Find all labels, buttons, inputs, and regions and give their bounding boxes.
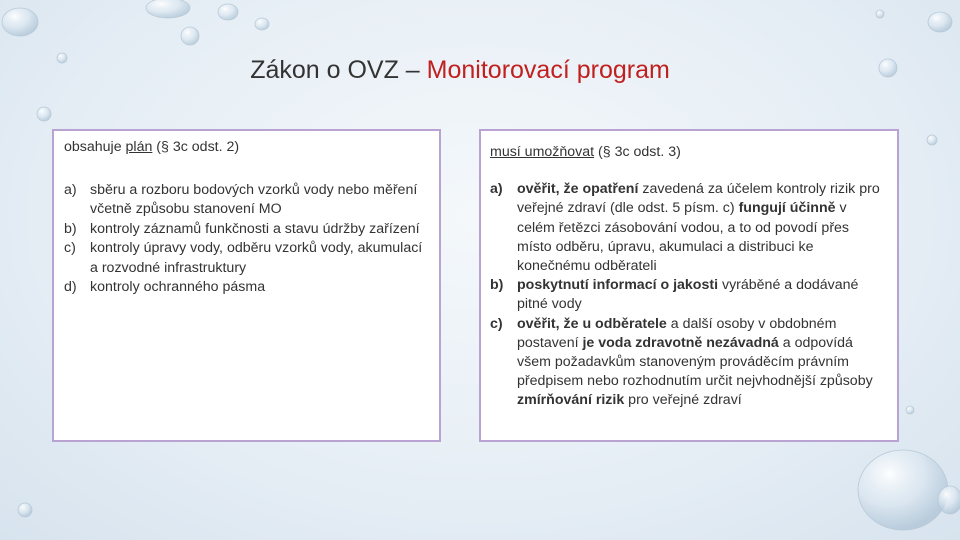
slide-title-accent: Monitorovací program: [426, 56, 670, 84]
list-item-text: sběru a rozboru bodových vzorků vody nebo měření včetně způsobu stanovení MO: [90, 181, 418, 217]
list-marker: c): [490, 315, 503, 332]
list-item-text: kontroly úpravy vody, odběru vzorků vody, akumulací a rozvodné infrastruktury: [90, 240, 423, 276]
monitoring-requirements-box: [479, 129, 899, 442]
requirements-item-a: [490, 180, 887, 276]
monitoring-plan-box: [52, 129, 441, 442]
emphasis-text: fungují účinně: [738, 200, 836, 217]
emphasis-text: ověřit, že u odběratele: [517, 315, 667, 332]
list-marker: d): [64, 279, 77, 295]
item-text: vyráběné a dodávané pitné vody: [517, 277, 859, 313]
list-marker: b): [64, 220, 77, 237]
plan-list: [64, 181, 431, 298]
list-marker: c): [64, 240, 76, 256]
item-text: a odpovídá všem požadavkům stanoveným prováděcím právním předpisem nebo rozhodnutím určit nejvhodnější způsoby: [517, 334, 873, 390]
item-text: zavedená za účelem kontroly rizik pro veřejné zdraví (dle odst. 5 písm. c): [517, 181, 880, 217]
list-item-text: kontroly ochranného pásma: [90, 279, 266, 295]
list-marker: a): [490, 181, 503, 198]
plan-list-item: [64, 220, 431, 240]
requirements-box-heading: [490, 143, 887, 162]
list-item-text: kontroly záznamů funkčnosti a stavu údržby zařízení: [90, 220, 420, 237]
item-text: a další osoby v obdobném postavení: [517, 315, 837, 351]
list-marker: b): [490, 277, 504, 294]
slide-title-main: Zákon o OVZ –: [250, 56, 427, 84]
item-text: v celém řetězci zásobování vodou, a to od povodí přes místo odběru, úpravu, akumulaci a distribuci ke konečnému odběrateli: [517, 200, 850, 275]
plan-list-item: [64, 181, 431, 220]
requirements-list: [490, 180, 887, 410]
item-text: pro veřejné zdraví: [624, 392, 742, 409]
emphasis-text: zmírňování rizik: [517, 392, 625, 409]
plan-heading-link: plán: [125, 139, 153, 155]
emphasis-text: ověřit, že opatření: [517, 181, 639, 198]
requirements-item-b: [490, 276, 887, 314]
slide-title: [0, 56, 920, 85]
plan-box-heading: [64, 138, 431, 158]
plan-list-item: [64, 278, 431, 298]
plan-list-item: [64, 239, 431, 278]
plan-heading-ref: (§ 3c odst. 2): [152, 139, 240, 155]
plan-heading-prefix: obsahuje: [64, 139, 126, 155]
requirements-item-c: [490, 315, 887, 411]
requirements-heading-ref: (§ 3c odst. 3): [594, 144, 681, 160]
emphasis-text: je voda zdravotně nezávadná: [582, 334, 779, 351]
list-marker: a): [64, 181, 77, 198]
emphasis-text: poskytnutí informací o jakosti: [517, 277, 719, 294]
requirements-heading-link: musí umožňovat: [490, 144, 595, 160]
